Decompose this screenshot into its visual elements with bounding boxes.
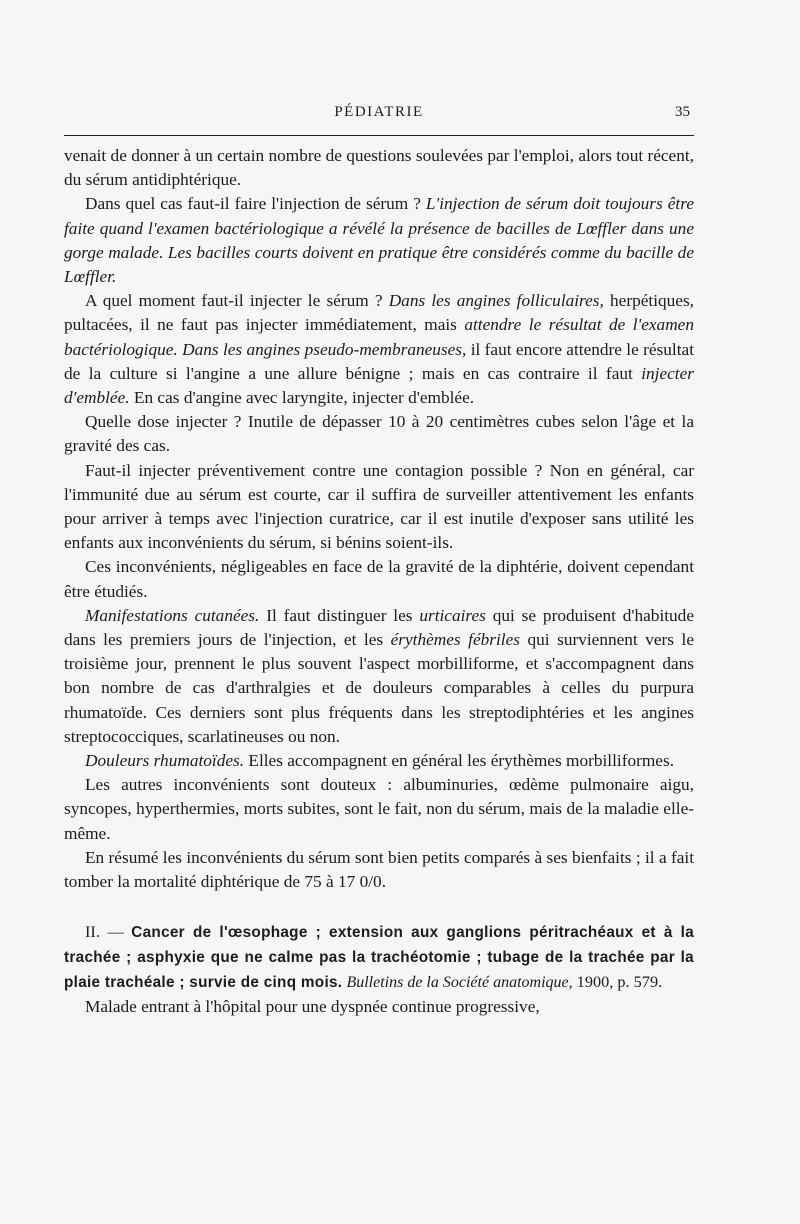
header-rule [64,135,694,136]
body-paragraph [64,604,694,749]
body-paragraph [64,459,694,556]
case-heading [64,920,694,995]
italic-run: L'injection de sérum doit toujours être faite quand l'examen bactériologique a révélé la présence de bacilles de Lœffler dans une gorge malade. Les bacilles courts doivent en pratique être considérés comme du bacille de Lœffler. [64,194,694,287]
page-number: 35 [675,104,690,120]
text-run: qui se produisent d'habitude dans les premiers jours de l'injection, et les [64,605,694,650]
body-paragraph [64,555,694,603]
text-run: Il faut distinguer les [259,605,420,625]
paragraph-list [64,144,694,894]
text-run: En résumé les inconvénients du sérum sont bien petits comparés à ses bienfaits ; il a fait tomber la mortalité diphtérique de 75 à 17 0/0. [64,847,694,892]
italic-run: attendre le résultat de l'examen bactériologique. Dans les angines pseudo-membraneuses, [64,315,694,359]
text-run: Ces inconvénients, négligeables en face de la gravité de la diphtérie, doivent cependant être étudiés. [64,557,694,601]
text-run: En cas d'angine avec laryngite, injecter d'emblée. [129,388,475,408]
body-paragraph [64,192,694,289]
text-run: Quelle dose injecter ? Inutile de dépasser 10 à 20 centimètres cubes selon l'âge et la gravité des cas. [64,412,694,456]
body-paragraph [64,749,694,773]
text-run: Les autres inconvénients sont douteux : albuminuries, œdème pulmonaire aigu, syncopes, hyperthermies, morts subites, sont le fait, non du sérum, mais de la maladie elle-même. [64,775,694,843]
body-paragraph [64,773,694,846]
case-numeral: II. — [85,922,132,942]
page-body [64,144,694,1020]
running-header [64,100,694,124]
text-run: venait de donner à un certain nombre de questions soulevées par l'emploi, alors tout récent, du sérum antidiphtérique. [64,146,694,190]
case-reference: Bulletins de la Société anatomique, [346,974,573,992]
body-paragraph [64,846,694,894]
italic-run: Dans les angines folliculaires, [388,291,604,311]
italic-run: érythèmes fébriles [390,630,521,650]
text-run: il faut encore attendre le résultat de la culture si l'angine a une allure bénigne ; mais en cas contraire il faut [64,339,694,383]
case-title: Cancer de l'œsophage ; extension aux ganglions péritrachéaux et à la trachée ; asphyxie que ne calme pas la trachéotomie ; tubage de la trachée par la plaie trachéale ; survie de cinq mois. [64,924,694,992]
text-run: Faut-il injecter préventivement contre une contagion possible ? Non en général, car l'immunité due au sérum est courte, car il suffira de surveiller attentivement les enfants pour arriver à temps avec l'injection curatrice, car il est inutile d'exposer sans utilité les enfants aux inconvénients du sérum, si bénins soient-ils. [64,460,694,553]
text-run: herpétiques, pultacées, il ne faut pas injecter immédiatement, mais [64,291,695,335]
running-title: PÉDIATRIE [334,104,424,120]
final-paragraph: Malade entrant à l'hôpital pour une dyspnée continue progressive, [85,997,540,1017]
text-run: qui surviennent vers le troisième jour, prennent le plus souvent l'aspect morbilliforme, et s'accompagnent dans bon nombre de cas d'arthralgies et de douleurs comparables à celles du purpura rhumatoïde. Ces derniers sont plus fréquents dans les streptodiphtéries et les angines streptococciques, scarlatineuses ou non. [64,630,694,746]
case-reference-tail: 1900, p. 579. [572,972,663,992]
italic-run: injecter d'emblée. [64,363,694,408]
italic-run: urticaires [419,605,486,625]
body-paragraph [64,289,694,410]
text-run: A quel moment faut-il injecter le sérum ? [85,291,389,311]
italic-run: Douleurs rhumatoïdes. [85,751,245,771]
text-run: Elles accompagnent en général les érythèmes morbilliformes. [244,751,675,771]
body-paragraph [64,410,694,458]
body-paragraph [64,144,694,192]
section-spacer [64,894,694,920]
text-run: Dans quel cas faut-il faire l'injection de sérum ? [85,194,426,214]
italic-run: Manifestations cutanées. [85,605,260,625]
